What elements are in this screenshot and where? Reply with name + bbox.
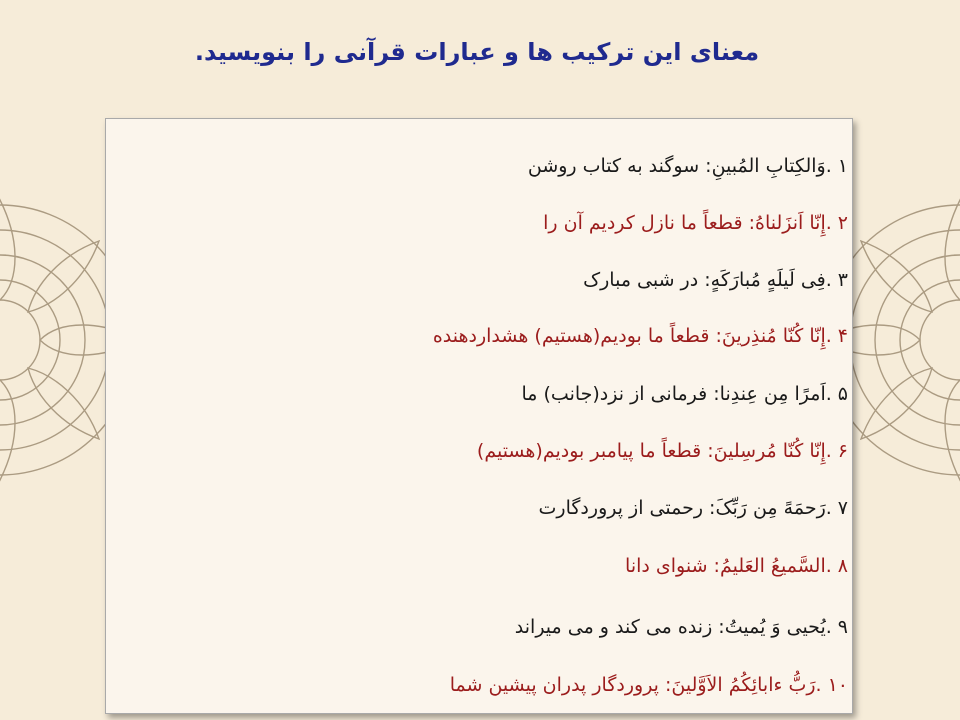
item-text: .إِنّا کُنّا مُنذِرینَ: قطعاً ما بودیم(هستیم) هشداردهنده [432, 325, 832, 347]
list-item [106, 431, 852, 471]
list-item [106, 203, 852, 243]
item-text: .إِنّا کُنّا مُرسِلینَ: قطعاً ما پیامبر بودیم(هستیم) [476, 440, 832, 462]
phrase-list [106, 119, 852, 713]
item-text: .رَحمَهً مِن رَبِّکَ: رحمتی از پروردگارت [538, 497, 832, 519]
item-number: ۳ [837, 269, 848, 291]
item-number: ۶ [837, 440, 848, 462]
content-panel [105, 118, 853, 714]
item-number: ۱ [837, 155, 848, 177]
item-number: ۲ [837, 212, 848, 234]
item-text: .إِنّا اَنزَلناهُ: قطعاً ما نازل کردیم آن را [543, 212, 832, 234]
item-text: .فِی لَیلَهٍ مُبارَکَهٍ: در شبی مبارک [583, 269, 832, 291]
item-number: ۷ [837, 497, 848, 519]
list-item [106, 488, 852, 528]
list-item [106, 546, 852, 586]
page-title-text: معنای این ترکیب ها و عبارات قرآنی را بنویسید. [194, 38, 760, 66]
item-number: ۵ [837, 383, 848, 405]
item-number: ۱۰ [827, 674, 848, 696]
item-text: .رَبُّ ءابائِکُمُ الاَوَّلینَ: پروردگار پدران پیشین شما [449, 674, 822, 696]
list-item [106, 260, 852, 300]
item-text: .یُحیی وَ یُمیتُ: زنده می کند و می میراند [514, 616, 832, 638]
item-number: ۸ [837, 555, 848, 577]
list-item [106, 146, 852, 186]
list-item [106, 374, 852, 414]
item-text: .اَمرًا مِن عِندِنا: فرمانی از نزد(جانب) ما [521, 383, 832, 405]
item-number: ۴ [837, 325, 848, 347]
list-item [106, 607, 852, 647]
item-text: .وَالکِتابِ المُبینِ: سوگند به کتاب روشن [527, 155, 832, 177]
list-item [106, 316, 852, 356]
list-item [106, 665, 852, 705]
page-title [0, 38, 960, 66]
item-number: ۹ [837, 616, 848, 638]
item-text: .السَّمیعُ العَلیمُ: شنوای دانا [625, 555, 832, 577]
